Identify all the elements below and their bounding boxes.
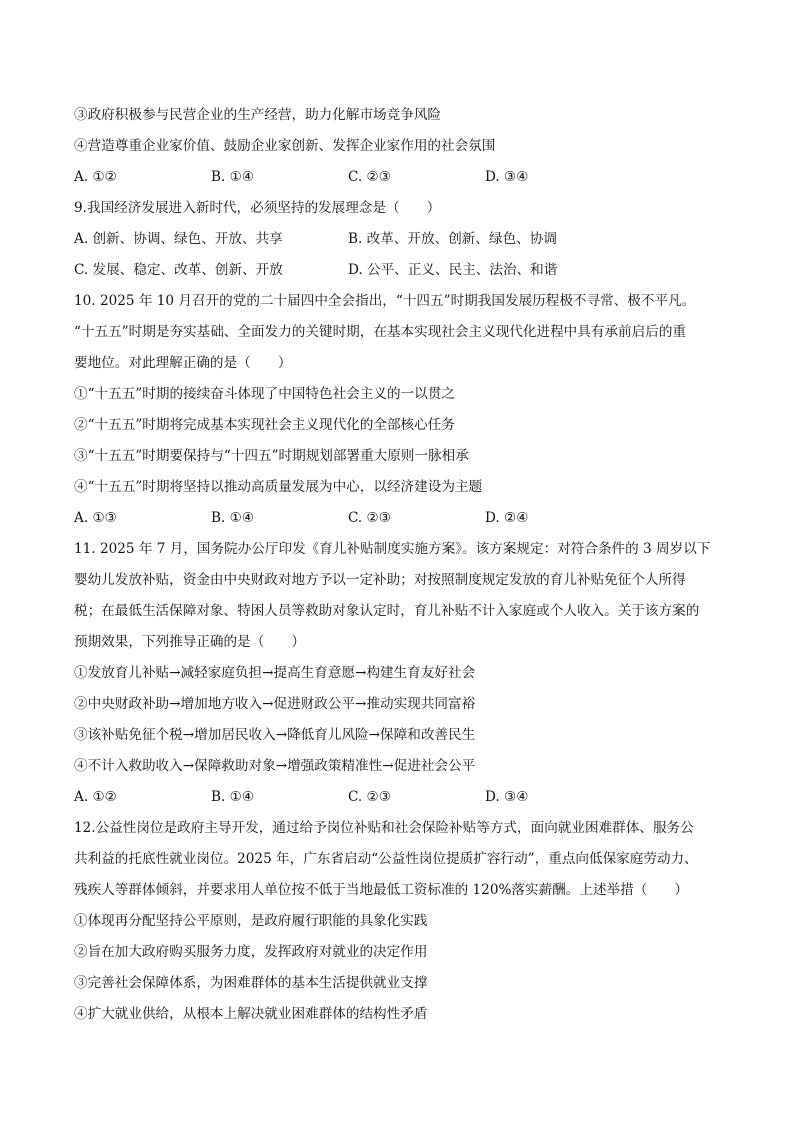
q12-statement-4: ④扩大就业供给，从根本上解决就业困难群体的结构性矛盾 — [74, 1006, 428, 1022]
q11-option-b[interactable]: B. ①④ — [211, 789, 255, 805]
q9-option-d[interactable]: D. 公平、正义、民主、法治、和谐 — [348, 262, 558, 278]
q12-stem-line-1: 12.公益性岗位是政府主导开发，通过给予岗位补贴和社会保险补贴等方式，面向就业困难群体、服务公 — [74, 820, 694, 836]
q10-option-a[interactable]: A. ①③ — [74, 510, 117, 526]
q12-statement-2: ②旨在加大政府购买服务力度，发挥政府对就业的决定作用 — [74, 944, 428, 960]
q10-stem-line-2: “十五五”时期是夯实基础、全面发力的关键时期，在基本实现社会主义现代化进程中具有承前启后的重 — [74, 324, 687, 340]
q11-stem-line-4: 预期效果，下列推导正确的是（ ） — [74, 634, 306, 650]
q11-option-d[interactable]: D. ③④ — [485, 789, 529, 805]
q12-statement-3: ③完善社会保障体系，为困难群体的基本生活提供就业支撑 — [74, 975, 428, 991]
q11-statement-1: ①发放育儿补贴→减轻家庭负担→提高生育意愿→构建生育友好社会 — [74, 665, 476, 681]
q11-options — [74, 782, 724, 813]
q10-statement-4: ④“十五五”时期将坚持以推动高质量发展为中心，以经济建设为主题 — [74, 479, 483, 495]
q11-statement-4: ④不计入救助收入→保障救助对象→增强政策精准性→促进社会公平 — [74, 758, 476, 774]
q10-statement-1: ①“十五五”时期的接续奋斗体现了中国特色社会主义的一以贯之 — [74, 386, 455, 402]
q12-statement-1: ①体现再分配坚持公平原则，是政府履行职能的具象化实践 — [74, 913, 428, 929]
q10-options — [74, 503, 724, 534]
q11-statement-2: ②中央财政补助→增加地方收入→促进财政公平→推动实现共同富裕 — [74, 696, 476, 712]
exam-page — [74, 100, 724, 1030]
q10-statement-3: ③“十五五”时期要保持与“十四五”时期规划部署重大原则一脉相承 — [74, 448, 469, 464]
q8-statement-3: ③政府积极参与民营企业的生产经营，助力化解市场竞争风险 — [74, 107, 442, 123]
q11-stem-line-1: 11. 2025 年 7 月，国务院办公厅印发《育儿补贴制度实施方案》。该方案规定：对符合条件的 3 周岁以下 — [74, 541, 711, 557]
q12-stem-line-2: 共利益的托底性就业岗位。2025 年，广东省启动“公益性岗位提质扩容行动”，重点向低保家庭劳动力、 — [74, 851, 698, 867]
q8-option-c[interactable]: C. ②③ — [348, 169, 391, 185]
q8-option-a[interactable]: A. ①② — [74, 169, 117, 185]
q9-stem: 9.我国经济发展进入新时代，必须坚持的发展理念是（ ） — [74, 200, 441, 216]
q11-stem-line-2: 婴幼儿发放补贴，资金由中央财政对地方予以一定补助；对按照制度规定发放的育儿补贴免征个人所得 — [74, 572, 686, 588]
q12-stem-line-3: 残疾人等群体倾斜，并要求用人单位按不低于当地最低工资标准的 120%落实薪酬。上述举措（ ） — [74, 882, 689, 898]
q9-option-c[interactable]: C. 发展、稳定、改革、创新、开放 — [74, 262, 283, 278]
q9-options-row-2 — [74, 255, 724, 286]
q11-option-c[interactable]: C. ②③ — [348, 789, 391, 805]
q11-statement-3: ③该补贴免征个税→增加居民收入→降低育儿风险→保障和改善民生 — [74, 727, 476, 743]
q10-stem-line-3: 要地位。对此理解正确的是（ ） — [74, 355, 292, 371]
q10-option-d[interactable]: D. ②④ — [485, 510, 529, 526]
q9-option-a[interactable]: A. 创新、协调、绿色、开放、共享 — [74, 231, 283, 247]
q8-option-b[interactable]: B. ①④ — [211, 169, 255, 185]
q10-option-c[interactable]: C. ②③ — [348, 510, 391, 526]
q10-statement-2: ②“十五五”时期将完成基本实现社会主义现代化的全部核心任务 — [74, 417, 455, 433]
q11-option-a[interactable]: A. ①② — [74, 789, 117, 805]
q11-stem-line-3: 税；在最低生活保障对象、特困人员等救助对象认定时，育儿补贴不计入家庭或个人收入。关于该方案的 — [74, 603, 700, 619]
q10-option-b[interactable]: B. ①④ — [211, 510, 255, 526]
q8-options — [74, 162, 724, 193]
q8-option-d[interactable]: D. ③④ — [485, 169, 529, 185]
q9-option-b[interactable]: B. 改革、开放、创新、绿色、协调 — [348, 231, 557, 247]
q8-statement-4: ④营造尊重企业家价值、鼓励企业家创新、发挥企业家作用的社会氛围 — [74, 138, 496, 154]
q10-stem-line-1: 10. 2025 年 10 月召开的党的二十届四中全会指出，“十四五”时期我国发展历程极不寻常、极不平凡。 — [74, 293, 696, 309]
q9-options-row-1 — [74, 224, 724, 255]
